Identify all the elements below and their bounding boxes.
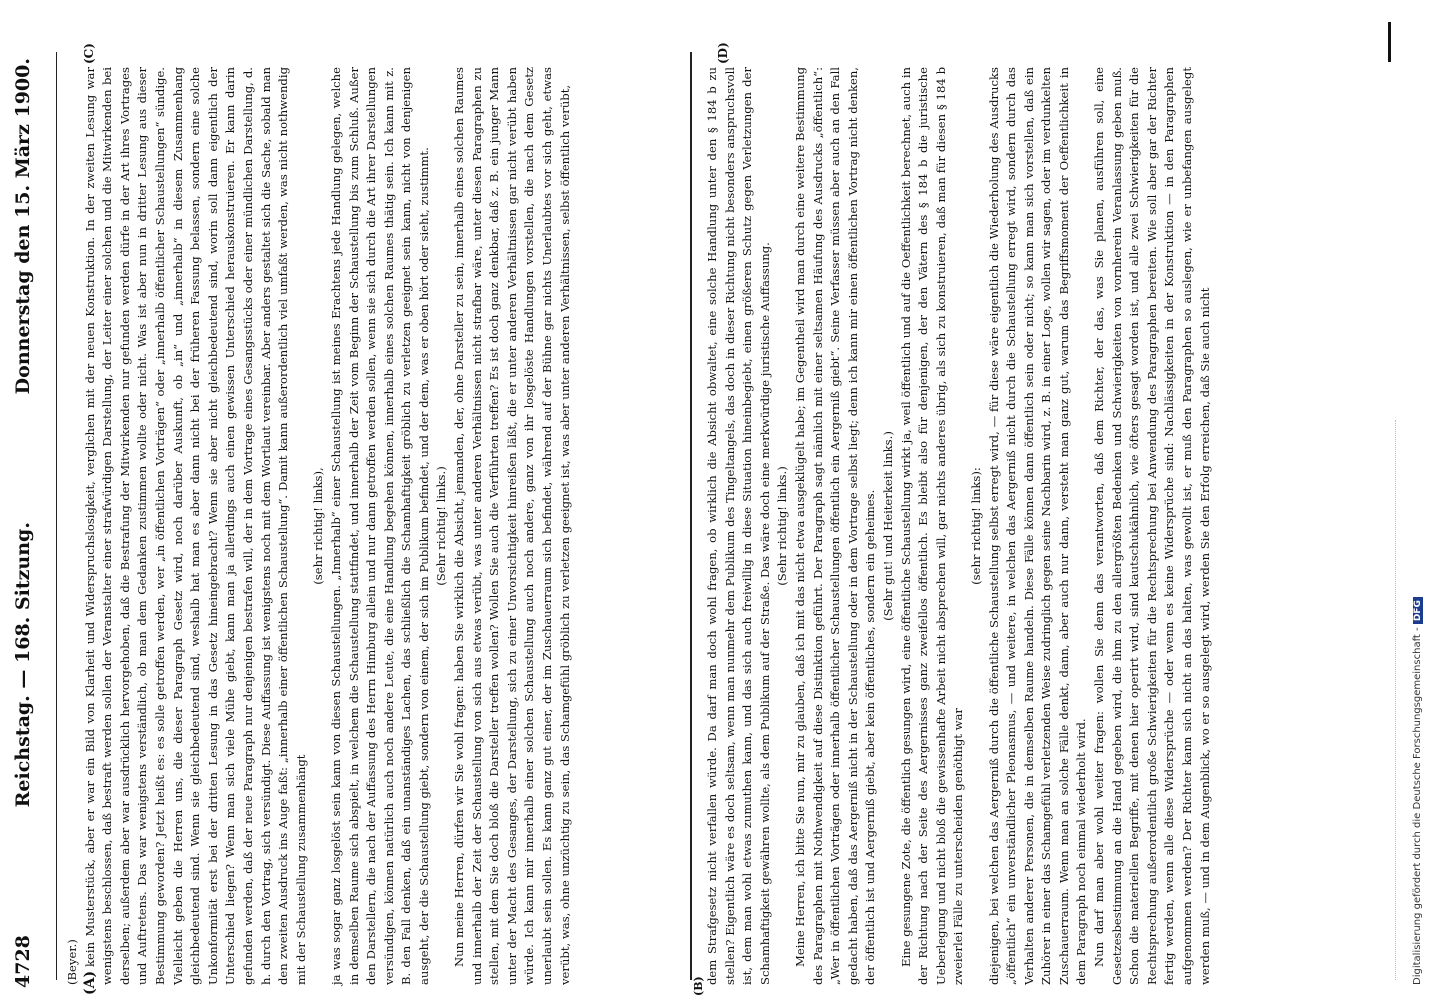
paragraph: diejenigen, bei welchen das Aergerniß durch die öffentliche Schaustellung selbst erregt wird, — für diese wäre eigentlich die Wiederholung des Ausdrucks „öffentlich“ ein unverständlicher Pleonasmus, — und weitere, in welchen das Aergerniß nicht durch die Schaustellung erregt wird, sondern durch das Verhalten anderer Personen, die in demselben Raume handeln. Diese Fälle können dann öffentlich sein oder nicht; so kann man sich vorstellen, daß ein Zuhörer in einer das Schamgefühl verletzenden Weise zudringlich gegen seine Nachbarin wird, z. B. in einer Loge, wollen wir sagen, oder im verdunkelten Zuschauerraum. Wenn man an solche Fälle denkt, dann, aber auch nur dann, versteht man ganz gut, warum das Begriffsmoment der Oeffentlichkeit in dem Paragraph noch einmal wiederholt wird. <box>986 67 1089 985</box>
paragraph: Nun darf man aber wohl weiter fragen: wollen Sie denn das verantworten, daß dem Richter, der das, was Sie planen, ausführen soll, eine Gesetzesbestimmung an die Hand gegeben wird, die ihm zu den allergrößten Bedenken und Schwierigkeiten von vornherein Veranlassung geben muß. Schon die materiellen Begriffe, mit denen hier operirt wird, sind kautschukähnlich, wie öfters gesagt worden ist, und alle zwei Schwierigkeiten für die Rechtsprechung außerordentlich große Schwierigkeiten für die Rechtsprechung bei Anwendung des Paragraphen bereiten. Wie soll aber gar der Richter fertig werden, wenn alle diese Widersprüche — oder wenn es keine Widersprüche sind: Nachlässigkeiten in der Konstruktion — in den Paragraphen aufgenommen werden? Der Richter kann sich nicht an das halten, was gewollt ist, er muß den Paragraphen so auslegen, wie er unbefangen ausgelegt werden muß, — und in dem Augenblick, wo er so ausgelegt wird, werden Sie den Erfolg erreichen, daß Sie auch nicht <box>1092 67 1212 985</box>
paragraph: kein Musterstück, aber er war ein Bild von Klarheit und Widerspruchslosigkeit, verglichen mit der neuen Konstruktion. In der zweiten Lesung war wenigstens beschlossen, daß bestraft werden sollen der Veranstalter einer strafwürdigen Darstellung, der Leiter einer solchen und die Mitwirkenden bei derselben; außerdem aber war ausdrücklich hervorgehoben, daß die Bestrafung der Mitwirkenden nur gefunden werden dürfe in der Art ihres Vortrages und Auftretens. Das war wenigstens verständlich, ob man dem Gedanken zustimmen wollte oder nicht. Was ist aber nun in dritter Lesung aus dieser Bestimmung geworden? Jetzt heißt es: es solle getroffen werden, wer „in öffentlichen Vorträgen“ oder „innerhalb öffentlicher Schaustellungen“ sündige. Vielleicht geben die Herren uns, die dieser Paragraph Gesetz wird, noch darüber Auskunft, ob „in“ und „innerhalb“ in diesem Zusammenhang gleichbedeutend sind. Wenn sie gleichbedeutend sind, weshalb hat man es aber dann nicht bei der früheren Fassung belassen, sondern eine solche Unkonformität erst bei der dritten Lesung in das Gesetz hineingebracht? Wenn sie aber nicht gleichbedeutend sind, worin soll dann eigentlich der Unterschied liegen? Wenn man sich viele Mühe giebt, kann man ja allerdings auch einen gewissen Unterschied herauskonstruieren. Er kann darin gefunden werden, daß der neue Paragraph nur denjenigen bestrafen will, der in dem Vortrage eines Gesangsstücks oder einer mündlichen Darstellung, d. h. durch den Vortrag, sich versündigt. Diese Auffassung ist wenigstens noch mit dem Wortlaut vereinbar. Aber anders gestaltet sich die Sache, sobald man den zweiten Ausdruck ins Auge faßt: „innerhalb einer öffentlichen Schaustellung“. Damit kann außerordentlich viel umfaßt werden, was nicht nothwendig mit der Schaustellung zusammenhängt <box>82 67 308 985</box>
margin-marker-a: (A) <box>82 970 98 995</box>
interjection: (sehr richtig! links): <box>968 467 983 585</box>
interjection: (Sehr gut! und Heiterkeit links.) <box>880 431 895 621</box>
interjection: (Sehr richtig! links.) <box>434 466 449 586</box>
scan-tick-mark <box>1388 22 1391 62</box>
interjection: (Sehr richtig! links.) <box>775 466 790 586</box>
paragraph: ja was sogar ganz losgelöst sein kann von diesen Schaustellungen. „Innerhalb“ einer Schaustellung ist meines Erachtens jede Handlung gelegen, welche in demselben Raume sich abspielt, in welchem die Schaustellung stattfindet, und innerhalb der Zeit vom Beginn der Schaustellung bis zum Schluß. Außer den Darstellern, die nach der Auffassung des Herrn Himburg allein und nur dann getroffen werden sollen, wenn sie sich durch die Art ihrer Darstellungen versündigen, können natürlich auch noch andere Leute, die eine Handlung begehen können, innerhalb eines solchen Raumes thätig sein. Ich kann mit z. B. den Fall denken, daß ein unanständiges Lachen, das schließlich die Schamhaftigkeit gröblich zu verletzen geeignet sein kann, nicht von denjenigen ausgeht, der die Schaustellung giebt, sondern von einem, der sich im Publikum befindet, und der dem, was er oben hört oder sieht, zustimmt. <box>328 67 431 985</box>
digitization-credit <box>1412 597 1423 985</box>
paragraph: dem Strafgesetz nicht verfallen würde. Da darf man doch wohl fragen, ob wirklich die Absicht obwaltet, eine solche Handlung unter den § 184 b zu stellen? Eigentlich wäre es doch seltsam, wenn man nunmehr dem Publikum des Tingeltangels, das doch in dieser Richtung nicht besonders anspruchsvoll ist, dem man wohl etwas zumuthen kann, und das sich auch freiwillig in diese Situation hineinbegiebt, einen größeren Schutz gegen Verletzungen der Schamhaftigkeit gewähren wollte, als dem Publikum auf der Straße. Das wäre doch eine merkwürdige juristische Auffassung. <box>705 67 772 985</box>
paragraph: Nun meine Herren, dürfen wir Sie wohl fragen: haben Sie wirklich die Absicht, jemanden, der, ohne Darsteller zu sein, innerhalb eines solchen Raumes und innerhalb der Zeit der Schaustellung von sich aus etwas verübt, was unter anderen Verhältnissen nicht strafbar wäre, unter diesen Paragraphen zu stellen, mit dem Sie doch bloß die Darsteller treffen wollen? Wollen Sie auch die Verführten treffen? Es ist doch ganz denkbar, daß z. B. ein junger Mann unter der Macht des Gesanges, der Darstellung, sich zu einer Unvorsichtigkeit hinreißen läßt, die er unter anderen Verhältnissen gar nicht verübt haben würde. Ich kann mir innerhalb einer solchen Schaustellung auch noch andere, ganz von ihr losgelöste Handlungen vorstellen, die nach dem Gesetz unerlaubt sein sollen. Es kann ganz gut einer, der im Zuschauerraum sich befindet, während auf der Bühne gar nichts Unerlaubtes vor sich geht, etwas verübt, was, ohne unzüchtig zu sein, das Schamgefühl gröblich zu verletzen geeignet ist, was aber unter anderen Verhältnissen, selbst öffentlich verübt, <box>452 67 572 985</box>
page-title: Reichstag. — 168. Sitzung. <box>12 522 34 808</box>
header-rule <box>56 52 57 980</box>
paragraph: Meine Herren, ich bitte Sie nun, mir zu glauben, daß ich mit das nicht etwa ausgeklügelt habe; im Gegentheil wird man durch eine weitere Bestimmung des Paragraphen mit Nothwendigkeit auf diese Distinktion geführt. Der Paragraph sagt nämlich mit einer seltsamen Häufung des Ausdrucks „öffentlich“: „Wer in öffentlichen Vorträgen oder innerhalb öffentlicher Schaustellungen öffentlich ein Aergerniß giebt“. Seine Verfasser müssen aber auch an den Fall gedacht haben, daß das Aergerniß nicht in der Schaustellung oder in dem Vortrage selbst liegt; denn ich kann mir einen öffentlichen Vortrag nicht denken, der öffentlich ist und Aergerniß giebt, aber kein öffentliches, sondern ein geheimes. <box>792 67 878 985</box>
column-divider <box>690 52 692 980</box>
dfg-logo: DFG <box>1413 597 1423 624</box>
credit-text: Digitalisierung gefördert durch die Deutsche Forschungsgemeinschaft - <box>1412 627 1423 985</box>
paragraph: Eine gesungene Zote, die öffentlich gesungen wird, eine öffentliche Schaustellung wirkt ja, weil öffentlich und auf die Oeffentlichkeit berechnet, auch in der Richtung nach der Seite des Aergernisses ganz zweifellos öffentlich. Es bleibt also für denjenigen, der den Vätern des § 184 b die juristische Ueberlegung und nicht bloß die gewissenhafte Arbeit nicht absprechen will, gar nichts anderes übrig, als sich zu konstruieren, daß man für diesen § 184 b zweierlei Fälle zu unterscheiden genöthigt war <box>898 67 966 985</box>
speaker-label: (Beyer.) <box>65 939 79 985</box>
scan-edge-dots <box>1395 420 1398 980</box>
right-column <box>704 67 1344 985</box>
page-header <box>12 0 34 988</box>
page-number: 4728 <box>12 935 34 988</box>
page-date: Donnerstag den 15. März 1900. <box>12 58 34 395</box>
interjection: (sehr richtig! links), <box>311 467 326 585</box>
margin-marker-b: (B) <box>692 976 705 996</box>
margin-marker-c: (C) <box>82 43 96 64</box>
left-column <box>64 67 664 985</box>
margin-marker-d: (D) <box>716 42 730 64</box>
